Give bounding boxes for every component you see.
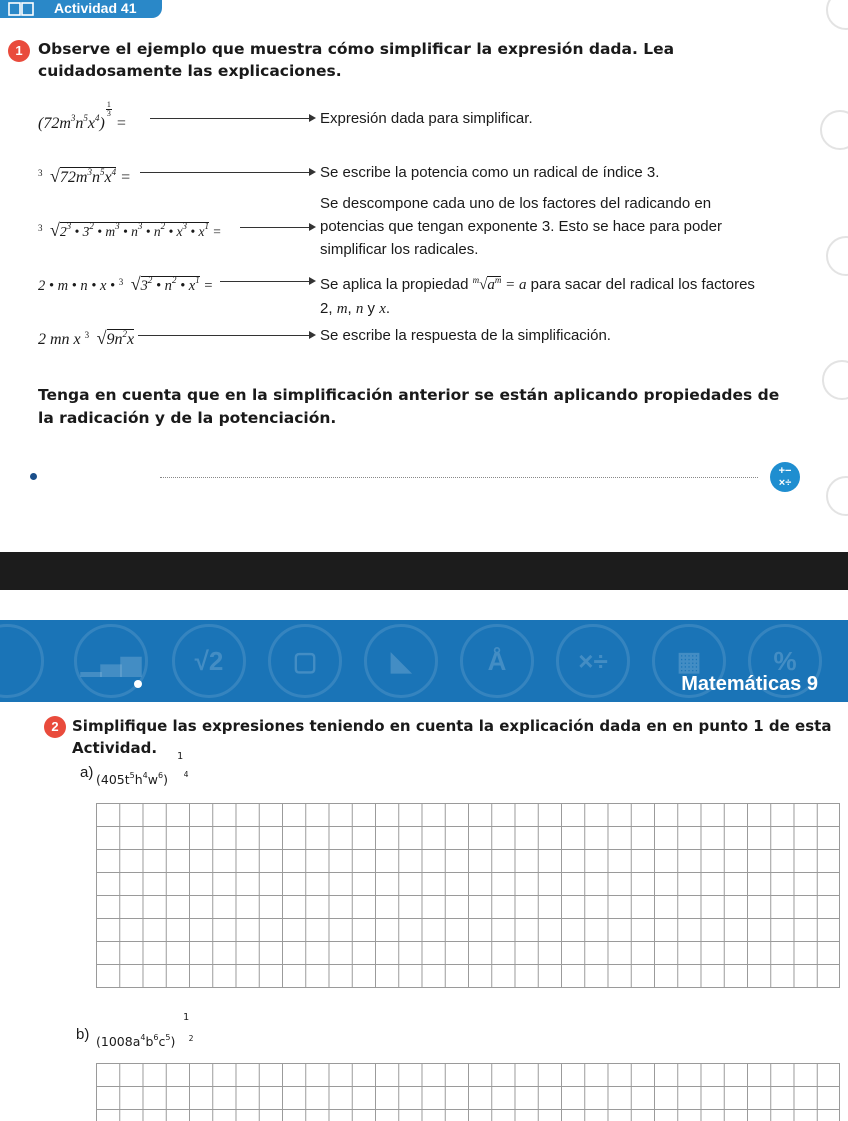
step-1-expression: $(72m^3n^5x^4)1$ 3 =: [38, 100, 127, 132]
exercise-b-exponent-denominator: 2: [188, 1034, 194, 1043]
cube-icon: ▢: [268, 624, 342, 698]
step-2-arrow: [140, 172, 310, 173]
step-5-expression: 2 mn x 3 $√9n^2x$: [38, 328, 135, 348]
decorative-circle: [0, 624, 44, 698]
step-2-explanation: Se escribe la potencia como un radical de índice 3.: [320, 164, 660, 181]
operations-icon: ×÷: [556, 624, 630, 698]
subject-banner: [0, 620, 848, 702]
section-2-instruction: Simplifique las expresiones teniendo en cuenta la explicación dada en en punto 1 de esta Actividad.: [72, 717, 832, 757]
percent-icon: %: [748, 624, 822, 698]
step-1-explanation: Expresión dada para simplificar.: [320, 110, 533, 127]
decorative-dot: [134, 680, 142, 688]
exercise-a-exponent-denominator: 4: [183, 770, 189, 779]
exercise-a-exponent-numerator: 1: [176, 751, 184, 762]
calculator-icon: ▦: [652, 624, 726, 698]
step-2-expression: 3 $√72m^3n^5x^4$ =: [38, 166, 131, 186]
step-4-arrow: [220, 281, 310, 282]
section-2-bullet: 2: [44, 716, 66, 738]
note-text: Tenga en cuenta que en la simplificación anterior se están aplicando propiedades de la radicación y de la potenciación.: [38, 386, 780, 427]
decorative-circle: [822, 360, 848, 400]
step-1-arrow: [150, 118, 310, 119]
math-operations-icon: +− ×÷: [770, 462, 800, 492]
square-root-icon: √2: [172, 624, 246, 698]
step-5-explanation: Se escribe la respuesta de la simplificación.: [320, 327, 611, 344]
decorative-circle: [826, 236, 848, 276]
step-4-expression: 2 • m • n • x • 3 $√3^2$ • $n^2$ • $x^1$ =: [38, 274, 214, 294]
bar-chart-icon: ▁▃▅: [74, 624, 148, 698]
decorative-dot: [30, 473, 37, 480]
page-divider-band: [0, 552, 848, 590]
step-3-expression: 3 $√2^3$ • $3^2$ • $m^3$ • $n^3$ • $n^2$ • $x^3$ • $x^1$ =: [38, 220, 222, 240]
exercise-a-label: a): [80, 764, 94, 781]
section-1-instruction: Observe el ejemplo que muestra cómo simplificar la expresión dada. Lea cuidadosamente las explicaciones.: [38, 40, 675, 80]
exercise-a-expression: $(405t^5h^4w^6)$: [96, 771, 168, 787]
set-square-icon: ◣: [364, 624, 438, 698]
dotted-divider: [160, 477, 758, 478]
step-4-explanation: Se aplica la propiedad $^m√a^m = a$ para sacar del radical los factores 2, m, n y x.: [320, 275, 755, 317]
activity-tab: [0, 0, 162, 18]
decorative-circle: [820, 110, 848, 150]
exercise-b-exponent-numerator: 1: [182, 1012, 190, 1023]
step-5-arrow: [138, 335, 310, 336]
decorative-circle: [826, 476, 848, 516]
section-1-bullet: 1: [8, 40, 30, 62]
exercise-b-answer-grid[interactable]: [96, 1063, 840, 1121]
exercise-a-answer-grid[interactable]: [96, 803, 840, 988]
compass-icon: Å: [460, 624, 534, 698]
step-3-explanation: Se descompone cada uno de los factores del radicando en potencias que tengan exponente 3. Esto se hace para poder simplificar los radicales.: [320, 195, 722, 258]
activity-label: Actividad 41: [54, 0, 137, 16]
subject-title: Matemáticas 9: [681, 673, 818, 695]
book-icon: [8, 2, 34, 16]
exercise-b-expression: $(1008a^4b^6c^5)$: [96, 1033, 176, 1049]
exercise-b-label: b): [76, 1026, 90, 1043]
step-3-arrow: [240, 227, 310, 228]
decorative-circle: [826, 0, 848, 30]
